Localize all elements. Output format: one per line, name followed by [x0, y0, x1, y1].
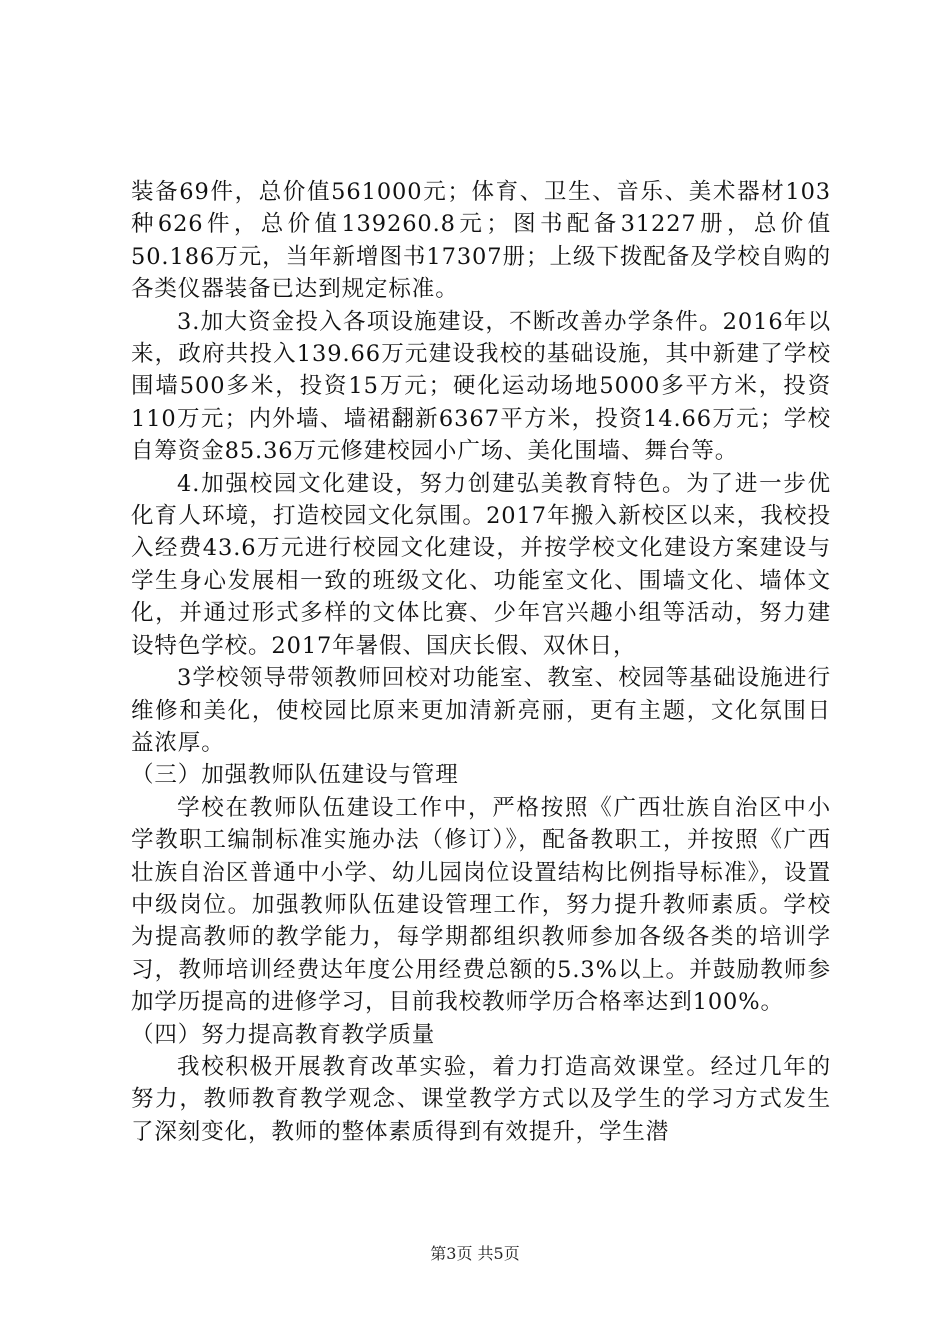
section-heading-teacher-team: （三）加强教师队伍建设与管理: [131, 762, 459, 789]
page-number-footer: 第3页 共5页: [430, 1244, 520, 1263]
paragraph-equipment-summary: 装备69件，总价值561000元；体育、卫生、音乐、美术器材103种626件，总价值139260.8元；图书配备31227册，总价值50.186万元，当年新增图书17307册；上级下拨配备及学校自购的各类仪器装备已达到规定标准。: [131, 179, 831, 303]
paragraph-campus-maintenance: 3学校领导带领教师回校对功能室、教室、校园等基础设施进行维修和美化，使校园比原来更加清新亮丽，更有主题，文化氛围日益浓厚。: [131, 665, 831, 756]
document-body: [131, 176, 831, 1148]
paragraph-teaching-quality: 我校积极开展教育改革实验，着力打造高效课堂。经过几年的努力，教师教育教学观念、课堂教学方式以及学生的学习方式发生了深刻变化，教师的整体素质得到有效提升，学生潜: [131, 1053, 831, 1145]
paragraph-teacher-team: 学校在教师队伍建设工作中，严格按照《广西壮族自治区中小学教职工编制标准实施办法（修订）》，配备教职工，并按照《广西壮族自治区普通中小学、幼儿园岗位设置结构比例指导标准》，设置中级岗位。加强教师队伍建设管理工作，努力提升教师素质。学校为提高教师的教学能力，每学期都组织教师参加各级各类的培训学习，教师培训经费达年度公用经费总额的5.3%以上。并鼓励教师参加学历提高的进修学习，目前我校教师学历合格率达到100%。: [131, 794, 831, 1016]
paragraph-facility-investment: 3.加大资金投入各项设施建设，不断改善办学条件。2016年以来，政府共投入139.66万元建设我校的基础设施，其中新建了学校围墙500多米，投资15万元；硬化运动场地5000多平方米，投资110万元；内外墙、墙裙翻新6367平方米，投资14.66万元；学校自筹资金85.36万元修建校园小广场、美化围墙、舞台等。: [131, 308, 831, 465]
section-heading-teaching-quality: （四）努力提高教育教学质量: [131, 1021, 436, 1048]
paragraph-campus-culture: 4.加强校园文化建设，努力创建弘美教育特色。为了进一步优化育人环境，打造校园文化氛围。2017年搬入新校区以来，我校投入经费43.6万元进行校园文化建设，并按学校文化建设方案建设与学生身心发展相一致的班级文化、功能室文化、围墙文化、墙体文化，并通过形式多样的文体比赛、少年宫兴趣小组等活动，努力建设特色学校。2017年暑假、国庆长假、双休日，: [131, 470, 831, 659]
